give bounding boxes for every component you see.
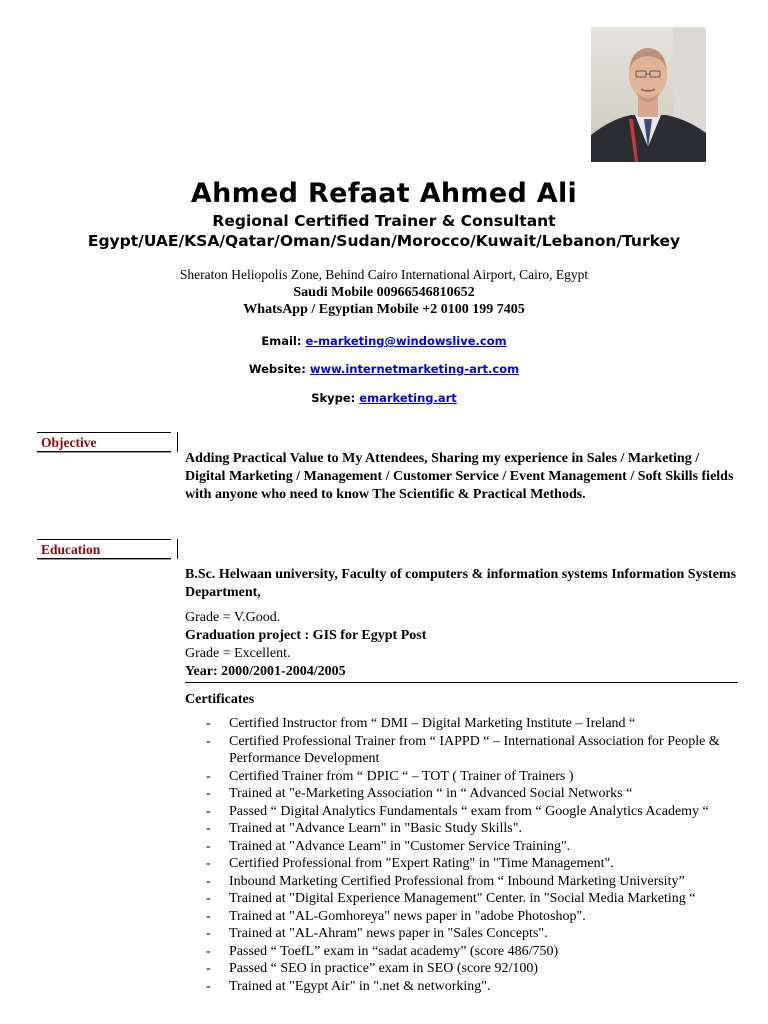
education-section-label: Education — [37, 539, 171, 559]
website-line — [0, 362, 768, 376]
bullet-dash: - — [206, 768, 211, 784]
certificate-item — [0, 943, 768, 961]
bullet-dash: - — [206, 926, 211, 941]
website-link[interactable]: www.internetmarketing-art.com — [309, 362, 520, 376]
bullet-dash: - — [206, 978, 211, 994]
email-link[interactable]: e-marketing@windowslive.com — [305, 334, 507, 348]
bullet-dash: - — [206, 838, 211, 854]
bullet-dash: - — [206, 908, 211, 924]
candidate-name: Ahmed Refaat Ahmed Ali — [190, 178, 578, 209]
certificates-list — [0, 715, 768, 995]
certificate-item — [0, 873, 768, 891]
email-line — [0, 334, 768, 348]
bullet-dash: - — [206, 803, 211, 819]
certificate-item — [0, 908, 768, 926]
certificate-text: Trained at "AL-Gomhoreya" news paper in "adobe Photoshop". — [229, 908, 586, 924]
objective-section-label: Objective — [37, 432, 171, 452]
bullet-dash: - — [206, 821, 211, 836]
portrait-image — [591, 27, 706, 162]
certificate-text: Certified Instructor from “ DMI – Digital Marketing Institute – Ireland “ — [229, 716, 636, 731]
bullet-dash: - — [206, 716, 211, 731]
certificate-text: Trained at "Digital Experience Management" Center. in "Social Media Marketing “ — [229, 891, 696, 906]
grade-degree: Grade = V.Good. — [185, 610, 281, 625]
certificate-text: Passed “ ToefL” exam in “sadat academy” (score 486/750) — [229, 943, 559, 959]
bullet-dash: - — [206, 961, 211, 976]
certificate-text: Certified Trainer from “ DPIC “ – TOT ( Trainer of Trainers ) — [229, 768, 574, 784]
certificate-item — [0, 733, 768, 768]
bullet-dash: - — [206, 943, 211, 959]
certificates-heading: Certificates — [185, 692, 255, 707]
bullet-dash: - — [206, 891, 211, 906]
certificate-text: Trained at "Egypt Air" in ".net & networking". — [229, 978, 491, 994]
address: Sheraton Heliopolis Zone, Behind Cairo International Airport, Cairo, Egypt — [179, 267, 589, 282]
whatsapp-mobile: WhatsApp / Egyptian Mobile +2 0100 199 7405 — [243, 302, 525, 317]
graduation-year: Year: 2000/2001-2004/2005 — [185, 664, 346, 679]
grade-project: Grade = Excellent. — [185, 646, 291, 661]
certificate-item — [0, 890, 768, 908]
certificate-item — [0, 925, 768, 943]
bullet-dash: - — [206, 856, 211, 871]
bullet-dash: - — [206, 786, 211, 801]
email-label: Email: — [261, 334, 302, 348]
certificate-text: Trained at "Advance Learn" in "Customer Service Training". — [229, 838, 571, 854]
graduation-project: Graduation project : GIS for Egypt Post — [185, 628, 427, 643]
certificate-text: Trained at "e-Marketing Association “ in “ Advanced Social Networks “ — [229, 786, 633, 801]
certificate-text: Trained at "Advance Learn" in "Basic Study Skills". — [229, 821, 522, 836]
certificate-item — [0, 785, 768, 803]
degree-text: B.Sc. Helwaan university, Faculty of computers & information systems Information Systems Department, — [185, 567, 737, 600]
certificate-item — [0, 978, 768, 996]
objective-text: Adding Practical Value to My Attendees, Sharing my experience in Sales / Marketing / Digital Marketing / Management / Customer Service / Event Management / Soft Skills fields with anyone who need to know The Scientific & Practical Methods. — [185, 451, 734, 502]
certificate-item — [0, 960, 768, 978]
skype-link[interactable]: emarketing.art — [359, 391, 457, 405]
countries-list: Egypt/UAE/KSA/Qatar/Oman/Sudan/Morocco/Kuwait/Lebanon/Turkey — [87, 232, 681, 250]
certificate-item — [0, 715, 768, 733]
certificate-item — [0, 820, 768, 838]
objective-divider — [177, 432, 178, 452]
certificate-text: Passed “ Digital Analytics Fundamentals “ exam from “ Google Analytics Academy “ — [229, 803, 709, 819]
certificate-item — [0, 855, 768, 873]
certificate-text: Certified Professional from "Expert Rating" in "Time Management". — [229, 856, 614, 871]
certificate-text: Trained at "AL-Ahram" news paper in "Sales Concepts". — [229, 926, 548, 941]
certificate-item — [0, 838, 768, 856]
bullet-dash: - — [206, 733, 211, 749]
education-divider — [177, 539, 178, 559]
certificate-text: Certified Professional Trainer from “ IAPPD “ – International Association for People & Performance Development — [229, 733, 720, 766]
certificate-text: Passed “ SEO in practice” exam in SEO (score 92/100) — [229, 961, 539, 976]
education-rule — [185, 682, 738, 683]
saudi-mobile: Saudi Mobile 00966546810652 — [293, 285, 475, 300]
skype-label: Skype: — [311, 391, 356, 405]
certificate-text: Inbound Marketing Certified Professional from “ Inbound Marketing University” — [229, 873, 685, 889]
bullet-dash: - — [206, 873, 211, 889]
skype-line — [0, 391, 768, 405]
website-label: Website: — [248, 362, 306, 376]
certificate-item — [0, 768, 768, 786]
professional-title: Regional Certified Trainer & Consultant — [212, 212, 556, 230]
certificate-item — [0, 803, 768, 821]
profile-photo — [591, 27, 706, 162]
